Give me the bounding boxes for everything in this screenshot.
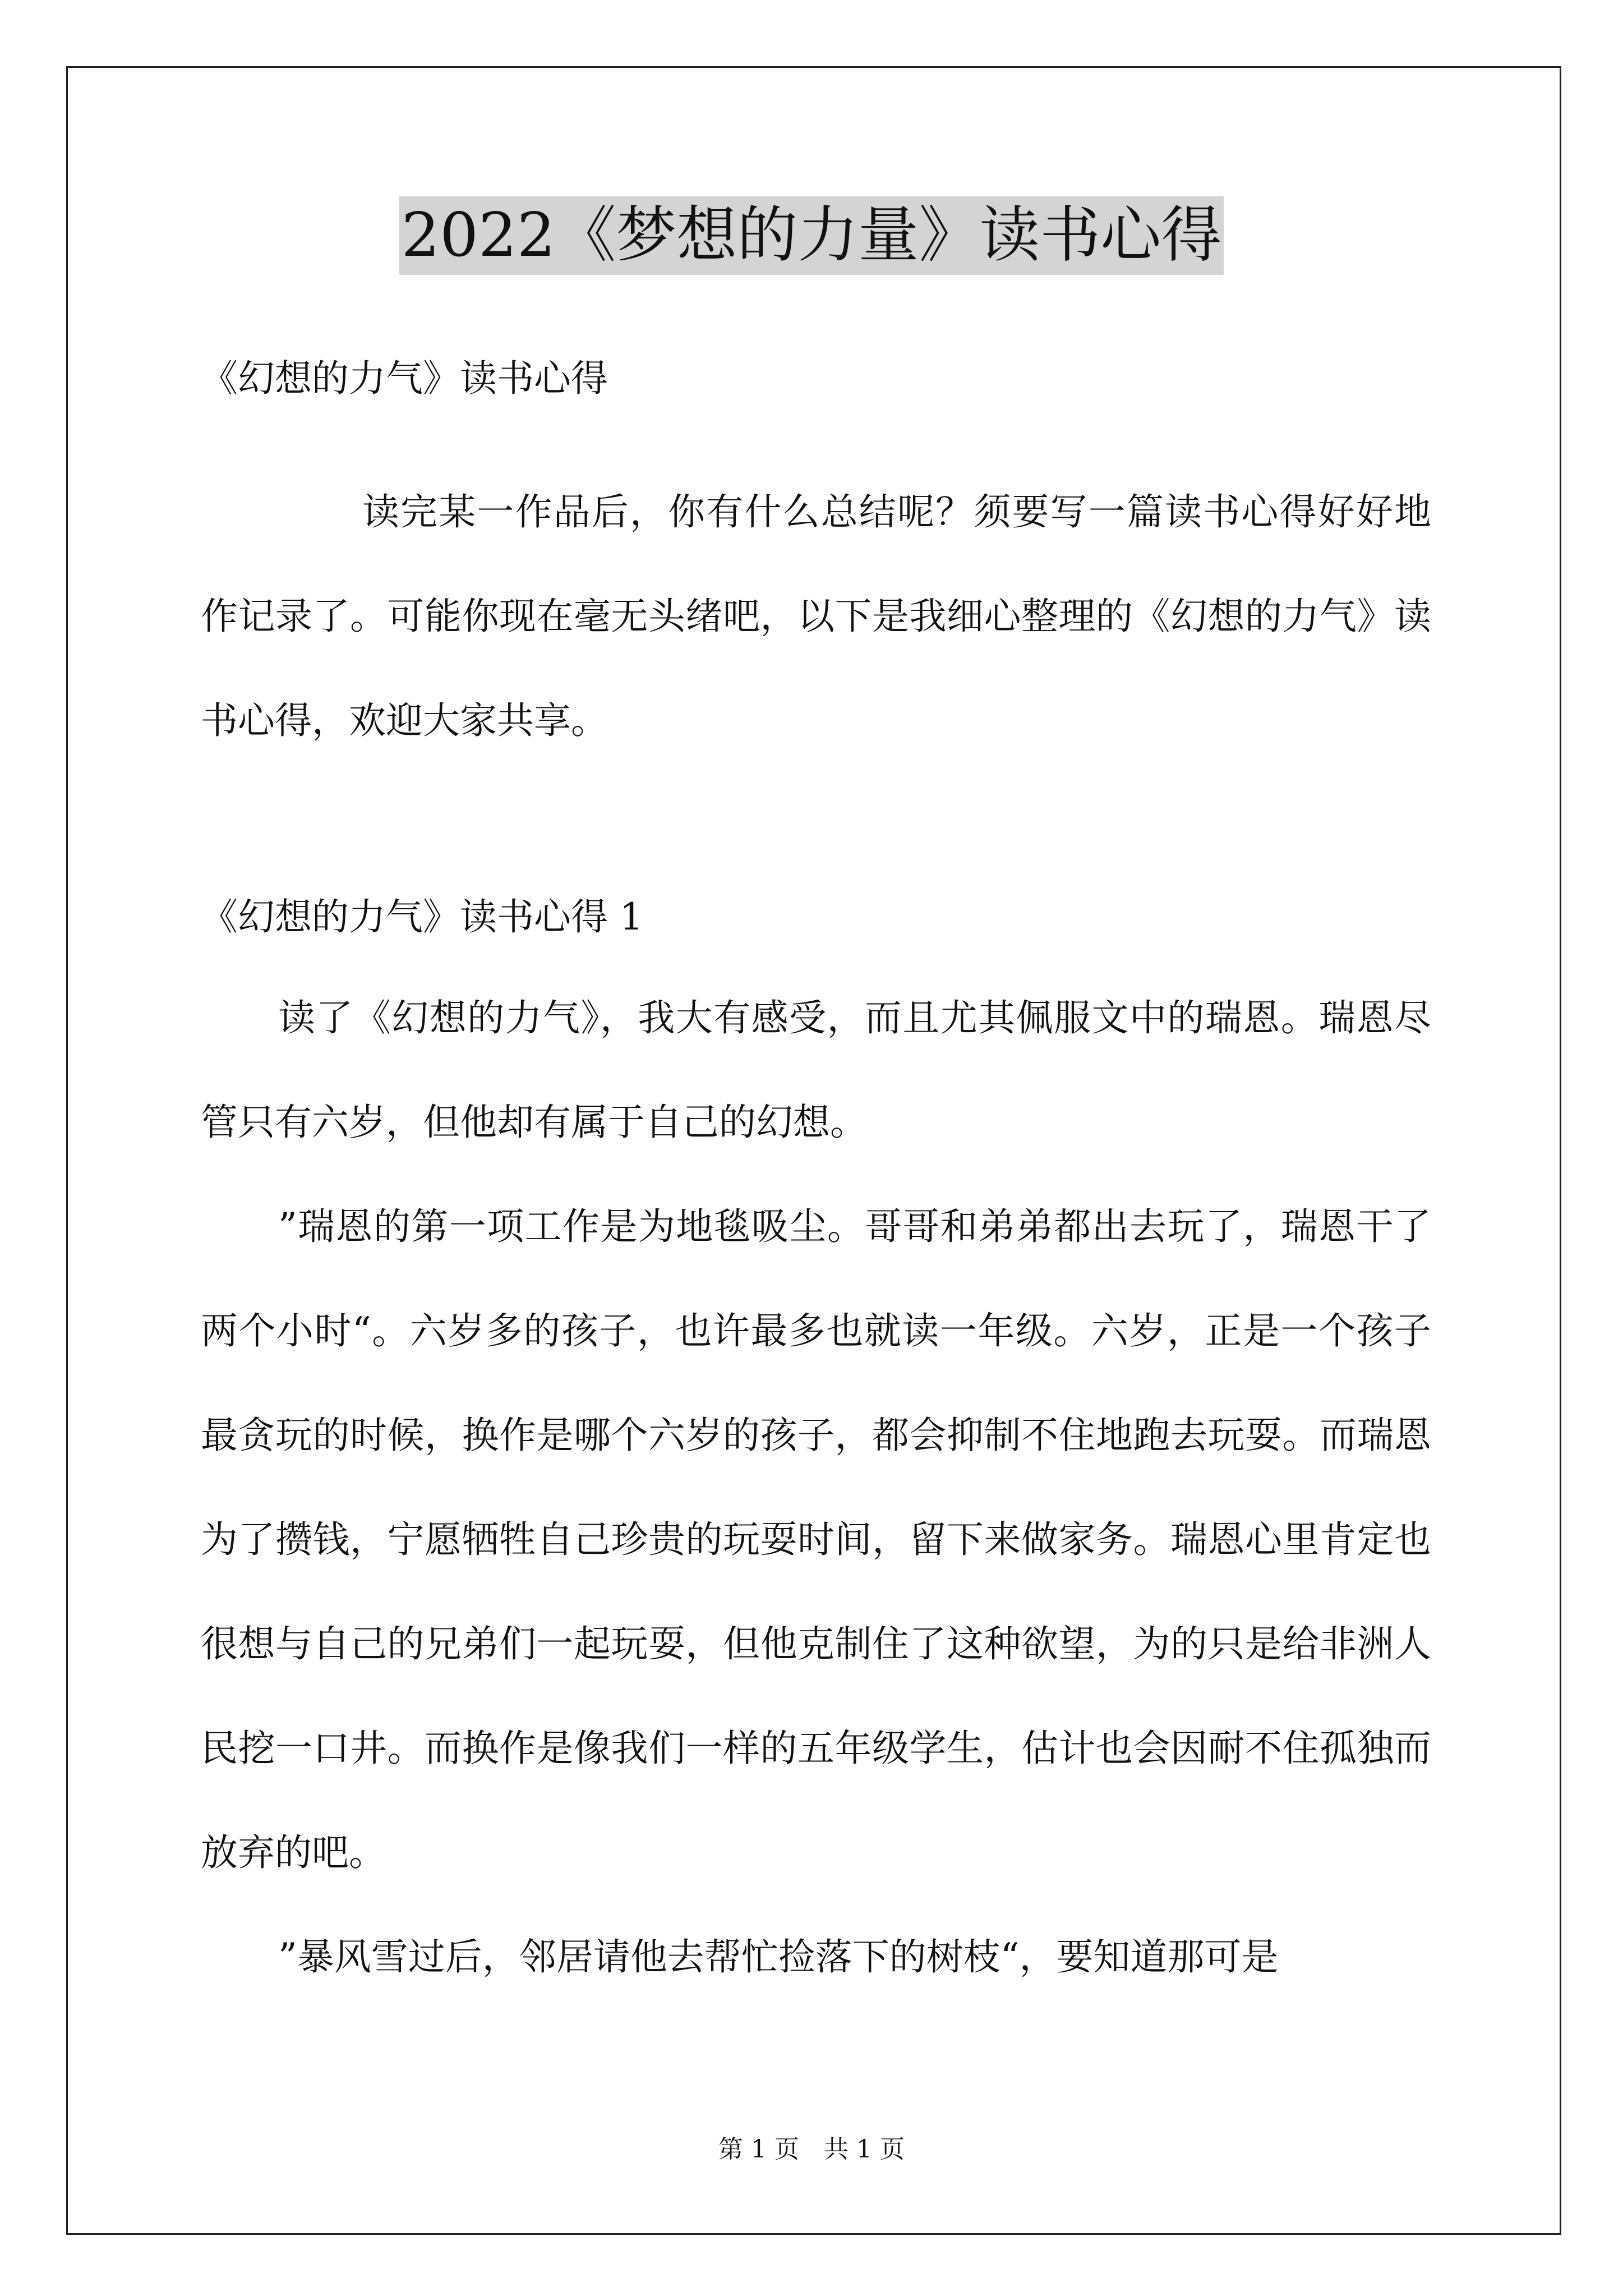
body-paragraph-3: ”暴风雪过后，邻居请他去帮忙捡落下的树枝“，要知道那可是 <box>278 1935 1279 1978</box>
document-subtitle: 《幻想的力气》读书心得 <box>201 357 608 400</box>
intro-paragraph: 读完某一作品后，你有什么总结呢？须要写一篇读书心得好好地作记录了。可能你现在毫无头绪吧，以下是我细心整理的《幻想的力气》读书心得，欢迎大家共享。 <box>201 490 1431 742</box>
page-footer: 第 1 页 共 1 页 <box>718 2135 905 2164</box>
title-container <box>0 196 1623 275</box>
intro-section <box>201 460 1431 773</box>
body-section <box>201 966 1431 2009</box>
document-title: 2022《梦想的力量》读书心得 <box>399 196 1224 275</box>
body-paragraph-2: ”瑞恩的第一项工作是为地毯吸尘。哥哥和弟弟都出去玩了，瑞恩干了两个小时“。六岁多的孩子，也许最多也就读一年级。六岁，正是一个孩子最贪玩的时候，换作是哪个六岁的孩子，都会抑制不住地跑去玩耍。而瑞恩为了攒钱，宁愿牺牲自己珍贵的玩耍时间，留下来做家务。瑞恩心里肯定也很想与自己的兄弟们一起玩耍，但他克制住了这种欲望，为的只是给非洲人民挖一口井。而换作是像我们一样的五年级学生，估计也会因耐不住孤独而放弃的吧。 <box>201 1205 1431 1874</box>
body-paragraph-1: 读了《幻想的力气》，我大有感受，而且尤其佩服文中的瑞恩。瑞恩尽管只有六岁，但他却有属于自己的幻想。 <box>201 996 1431 1144</box>
section-heading: 《幻想的力气》读书心得 1 <box>201 895 643 938</box>
